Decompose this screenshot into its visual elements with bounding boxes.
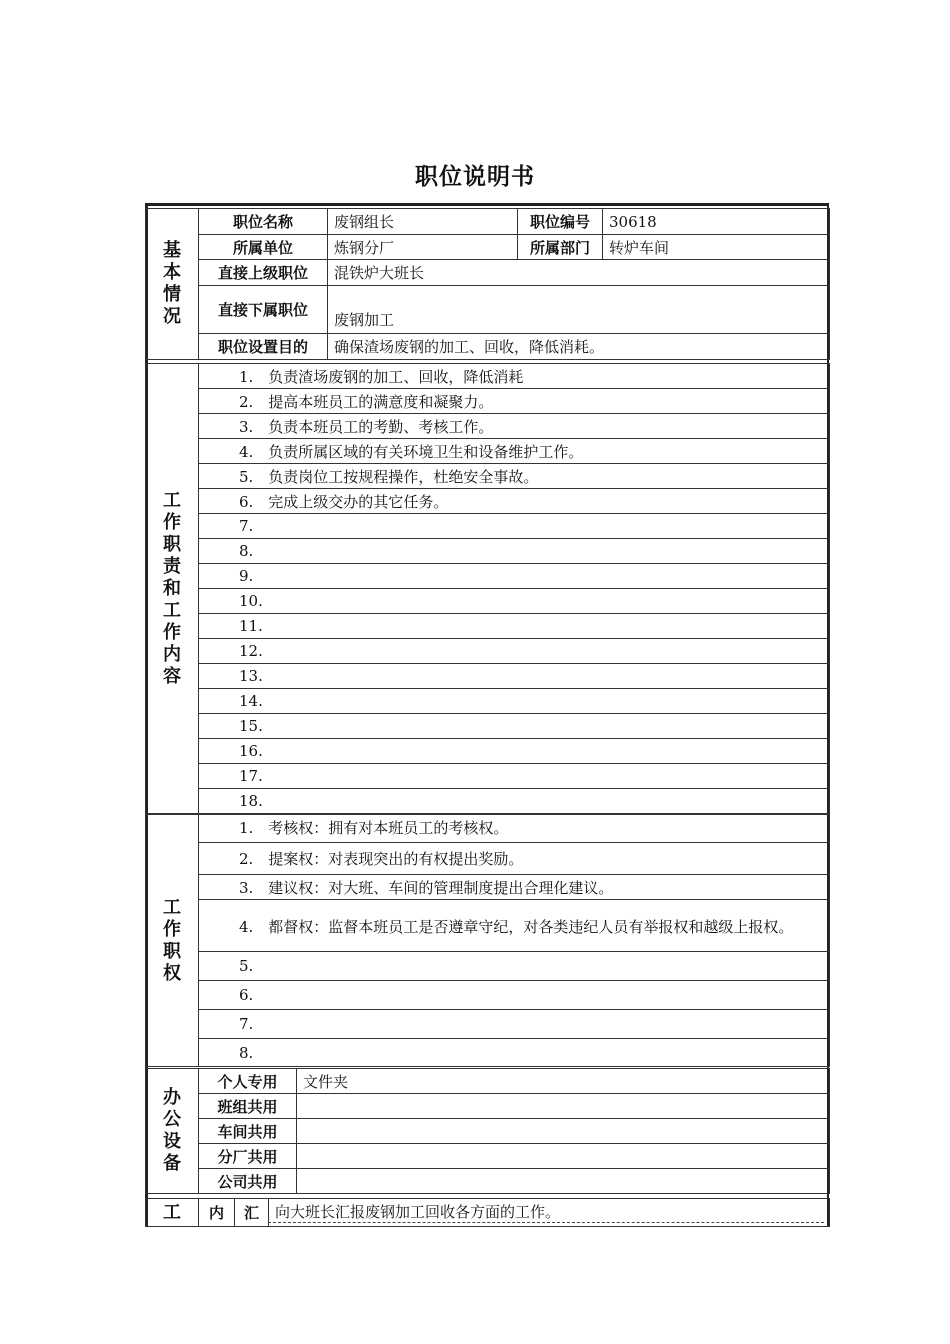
duty-item: 5. 负责岗位工按规程操作，杜绝安全事故。	[199, 464, 830, 489]
dashed-divider	[268, 1222, 824, 1223]
authority-item: 2. 提案权：对表现突出的有权提出奖励。	[199, 843, 830, 875]
authority-row	[146, 981, 830, 1010]
subordinate-label: 直接下属职位	[199, 286, 328, 334]
purpose-label: 职位设置目的	[199, 334, 328, 360]
authority-table	[145, 814, 830, 1067]
equipment-row	[146, 1169, 830, 1194]
department-label: 所属部门	[518, 235, 603, 260]
position-code-label: 职位编号	[518, 209, 603, 235]
duty-row	[146, 364, 830, 389]
authority-item: 4. 都督权：监督本班员工是否遵章守纪，对各类违纪人员有举报权和越级上报权。	[199, 900, 830, 952]
purpose-value: 确保渣场废钢的加工、回收，降低消耗。	[328, 334, 830, 360]
duties-section-label: 工作职责和工作内容	[146, 364, 199, 814]
duty-row	[146, 539, 830, 564]
equipment-label: 分厂共用	[199, 1144, 297, 1169]
duty-row	[146, 589, 830, 614]
duty-row	[146, 764, 830, 789]
duty-row	[146, 689, 830, 714]
authority-item: 1. 考核权：拥有对本班员工的考核权。	[199, 815, 830, 843]
duty-item: 3. 负责本班员工的考勤、考核工作。	[199, 414, 830, 439]
equipment-row	[146, 1094, 830, 1119]
duty-row	[146, 739, 830, 764]
unit-label: 所属单位	[199, 235, 328, 260]
relations-report-value: 向大班长汇报废钢加工回收各方面的工作。	[269, 1199, 830, 1227]
basic-info-table	[145, 208, 830, 360]
equipment-value: 文件夹	[297, 1069, 830, 1094]
duty-row	[146, 789, 830, 814]
duty-item: 12.	[199, 639, 830, 664]
authority-row	[146, 900, 830, 952]
position-code-value: 30618	[603, 209, 830, 235]
duty-row	[146, 414, 830, 439]
duty-item: 10.	[199, 589, 830, 614]
duty-item: 11.	[199, 614, 830, 639]
duty-item: 17.	[199, 764, 830, 789]
duty-item: 14.	[199, 689, 830, 714]
authority-row	[146, 1039, 830, 1067]
equipment-value	[297, 1119, 830, 1144]
duty-item: 9.	[199, 564, 830, 589]
duty-row	[146, 564, 830, 589]
duty-item: 6. 完成上级交办的其它任务。	[199, 489, 830, 514]
authority-item: 5.	[199, 952, 830, 981]
duty-item: 8.	[199, 539, 830, 564]
equipment-row	[146, 1144, 830, 1169]
authority-item: 3. 建议权：对大班、车间的管理制度提出合理化建议。	[199, 875, 830, 900]
equipment-value	[297, 1094, 830, 1119]
duty-item: 4. 负责所属区域的有关环境卫生和设备维护工作。	[199, 439, 830, 464]
department-value: 转炉车间	[603, 235, 830, 260]
authority-row	[146, 952, 830, 981]
duty-item: 16.	[199, 739, 830, 764]
duty-item: 15.	[199, 714, 830, 739]
duty-item: 13.	[199, 664, 830, 689]
equipment-table	[145, 1068, 830, 1194]
authority-item: 6.	[199, 981, 830, 1010]
relations-internal-label: 内	[199, 1199, 235, 1227]
position-name-label: 职位名称	[199, 209, 328, 235]
authority-item: 7.	[199, 1010, 830, 1039]
duty-row	[146, 639, 830, 664]
duty-item: 2. 提高本班员工的满意度和凝聚力。	[199, 389, 830, 414]
duty-row	[146, 664, 830, 689]
equipment-label: 个人专用	[199, 1069, 297, 1094]
duty-row	[146, 389, 830, 414]
duty-row	[146, 489, 830, 514]
authority-section-label: 工作职权	[146, 815, 199, 1067]
duty-item: 18.	[199, 789, 830, 814]
authority-row	[146, 843, 830, 875]
position-name-value: 废钢组长	[328, 209, 518, 235]
authority-row	[146, 875, 830, 900]
authority-row	[146, 1010, 830, 1039]
authority-row	[146, 815, 830, 843]
subordinate-value: 废钢加工	[328, 286, 830, 334]
superior-label: 直接上级职位	[199, 260, 328, 286]
equipment-label: 班组共用	[199, 1094, 297, 1119]
equipment-row	[146, 1069, 830, 1094]
equipment-row	[146, 1119, 830, 1144]
equipment-section-label: 办公设备	[146, 1069, 199, 1194]
relations-section-label: 工	[146, 1199, 199, 1227]
basic-section-label: 基本情况	[146, 209, 199, 360]
authority-item: 8.	[199, 1039, 830, 1067]
duty-row	[146, 464, 830, 489]
superior-value: 混铁炉大班长	[328, 260, 830, 286]
equipment-value	[297, 1144, 830, 1169]
document-title: 职位说明书	[415, 164, 535, 190]
relations-report-label: 汇	[235, 1199, 269, 1227]
duty-row	[146, 614, 830, 639]
duty-item: 1. 负责渣场废钢的加工、回收，降低消耗	[199, 364, 830, 389]
equipment-label: 车间共用	[199, 1119, 297, 1144]
unit-value: 炼钢分厂	[328, 235, 518, 260]
duty-row	[146, 439, 830, 464]
duties-table	[145, 363, 830, 814]
equipment-value	[297, 1169, 830, 1194]
equipment-label: 公司共用	[199, 1169, 297, 1194]
duty-row	[146, 714, 830, 739]
duty-row	[146, 514, 830, 539]
duty-item: 7.	[199, 514, 830, 539]
